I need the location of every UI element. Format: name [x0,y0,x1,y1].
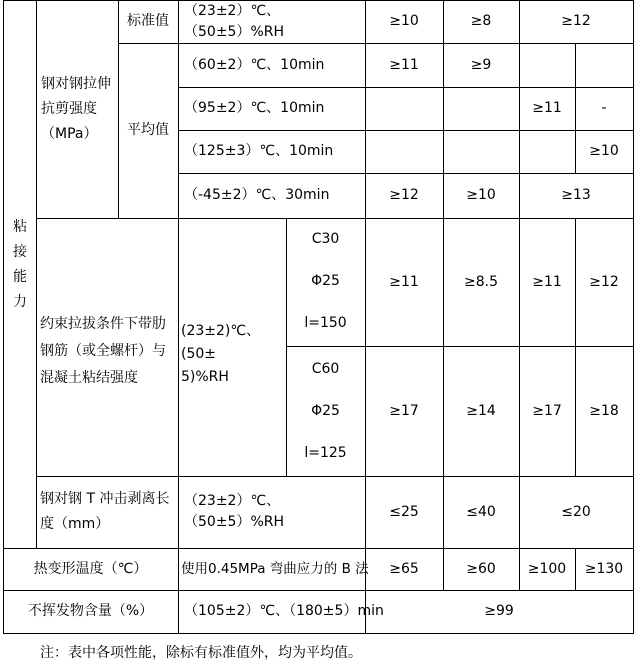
value-cell [443,87,519,130]
condition-cell: （105±2）℃、（180±5）min [184,603,384,619]
value-cell: - [601,100,607,116]
value-cell: ≥10 [466,187,496,203]
condition-cell: （125±3）℃、10min [184,143,334,159]
value-cell: ≥8 [470,13,492,29]
steel-shear-label [40,0,118,218]
value-cell: ≥8.5 [464,273,498,290]
bond-strength-label-line: 约束拉拔条件下带肋 [40,315,166,332]
value-cell: ≥99 [484,603,514,619]
condition-cell: 使用0.45MPa 弯曲应力的 B 法 [181,560,369,577]
bond-strength-label-line: 混凝土粘结强度 [40,369,138,386]
spec-line: C30 [311,231,340,247]
value-cell: ≥12 [561,13,591,29]
condition-cell: （-45±2）℃、30min [184,187,330,203]
bond-condition-line: 5)%RH [181,368,229,385]
bond-spec-c60 [286,346,365,478]
bond-strength-label-line: 钢筋（或全螺杆）与 [40,342,166,359]
group-label-bond-capacity [4,215,36,315]
value-cell: ≥18 [589,402,619,419]
value-cell: ≥11 [532,273,562,290]
value-cell [365,130,443,173]
steel-shear-label-line: （MPa） [41,125,98,142]
value-cell: ≥13 [561,187,591,203]
value-cell [519,130,575,173]
steel-shear-label-line: 钢对钢拉伸 [41,75,111,92]
value-cell: ≥10 [589,143,619,159]
heat-deformation-label: 热变形温度（℃） [33,560,148,577]
peel-label-line: 度（mm） [40,516,110,532]
value-cell: ≥65 [389,560,419,577]
value-cell: ≥11 [532,100,562,116]
bond-strength-label [40,218,178,476]
spec-line: l=125 [304,445,347,461]
group-label-char: 接 [13,244,27,260]
spec-line: Φ25 [311,273,340,289]
bond-spec-c30 [286,218,365,346]
nonvolatile-label: 不挥发物含量（%） [27,603,154,619]
value-cell [443,130,519,173]
condition-cell: （95±2）℃、10min [184,100,325,116]
bond-condition [181,218,286,476]
group-label-char: 粘 [13,219,27,235]
bond-condition-line: (23±2)℃、(50± [181,322,261,362]
value-cell: ≥12 [589,273,619,290]
value-cell [575,43,633,87]
value-cell: ≤25 [389,503,419,520]
value-cell [519,43,575,87]
peel-label-line: 钢对钢 T 冲击剥离长 [40,491,170,507]
value-cell: ≤20 [561,503,591,520]
steel-shear-label-line: 抗剪强度 [41,100,97,117]
value-cell [365,87,443,130]
value-cell: ≥17 [389,402,419,419]
value-cell: ≥12 [389,187,419,203]
value-cell: ≥100 [527,560,567,577]
value-cell: ≥130 [584,560,624,577]
value-cell: ≥60 [466,560,496,577]
value-cell: ≥9 [470,56,492,73]
condition-cell: （23±2）℃、（50±5）%RH [184,493,285,530]
group-label-char: 力 [13,294,27,310]
value-cell: ≥10 [389,13,419,29]
spec-line: C60 [311,361,340,377]
peel-length-label [40,476,178,548]
value-cell: ≥17 [532,402,562,419]
spec-line: l=150 [304,315,347,331]
value-cell: ≤40 [466,503,496,520]
average-value-label: 平均值 [127,122,169,138]
table-note: 注：表中各项性能，除标有标准值外，均为平均值。 [40,645,362,661]
value-cell: ≥14 [466,402,496,419]
spec-line: Φ25 [311,403,340,419]
condition-cell: （60±2）℃、10min [184,56,325,73]
value-cell: ≥11 [389,273,419,290]
value-cell: ≥11 [389,56,419,73]
standard-value-label: 标准值 [127,13,169,29]
condition-cell: （23±2）℃、（50±5）%RH [184,2,285,40]
group-label-char: 能 [13,269,27,285]
